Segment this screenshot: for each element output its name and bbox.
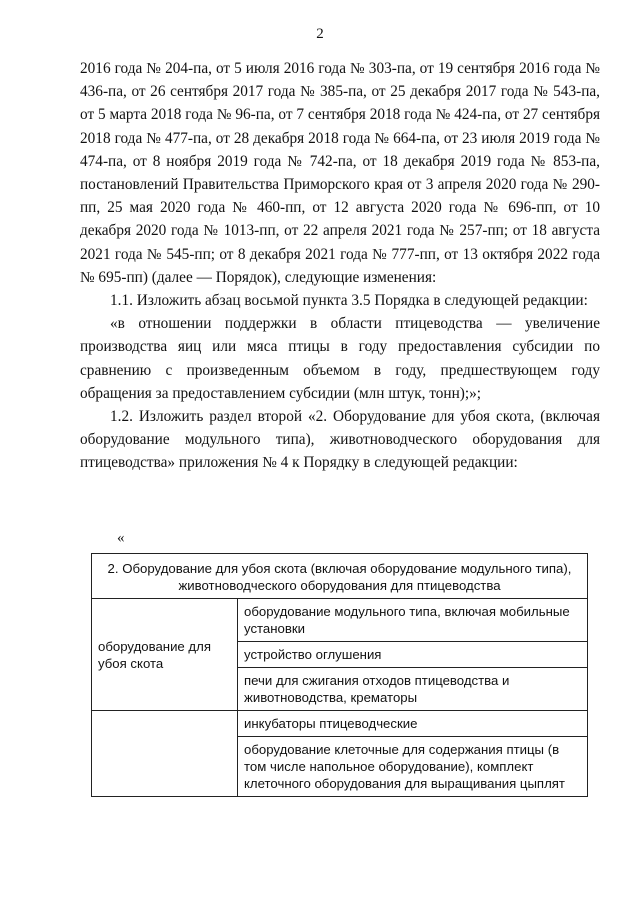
item-cell: оборудование модульного типа, включая мобильные установки (238, 599, 588, 642)
item-cell: устройство оглушения (238, 642, 588, 668)
quoted-amendment-paragraph: «в отношении поддержки в области птицеводства — увеличение производства яиц или мяса птицы в году предоставления субсидии по сравнению с произведенным объемом в году, предшествующем году обращения за предоставлением субсидии (млн штук, тонн);»; (80, 315, 600, 402)
item-1-1-paragraph: 1.1. Изложить абзац восьмой пункта 3.5 Порядка в следующей редакции: (110, 292, 588, 310)
document-body (80, 57, 600, 475)
table-row (92, 711, 588, 737)
item-cell: печи для сжигания отходов птицеводства и животноводства, крематоры (238, 668, 588, 711)
equipment-table (91, 553, 588, 797)
page-number: 2 (316, 26, 324, 42)
intro-paragraph: 2016 года № 204-па, от 5 июля 2016 года № 303-па, от 19 сентября 2016 года № 436-па, от 26 сентября 2017 года № 385-па, от 25 декабря 2017 года № 543-па, от 5 марта 2018 года № 96-па, от 7 сентября 2018 года № 424-па, от 27 сентября 2018 года № 477-па, от 28 декабря 2018 года № 664-па, от 23 июля 2019 года № 474-па, от 8 ноября 2019 года № 742-па, от 18 декабря 2019 года № 853-па, постановлений Правительства Приморского края от 3 апреля 2020 года № 290-пп, 25 мая 2020 года № 460-пп, от 12 августа 2020 года № 696-пп, от 10 декабря 2020 года № 1013-пп, от 22 апреля 2021 года № 257-пп; от 18 августа 2021 года № 545-пп; от 8 декабря 2021 года № 777-пп, от 13 октября 2022 года № 695-пп) (далее — Порядок), следующие изменения: (80, 60, 600, 286)
item-cell: инкубаторы птицеводческие (238, 711, 588, 737)
table-header-row (92, 554, 588, 599)
quote-open-mark: « (117, 530, 125, 546)
item-cell: оборудование клеточные для содержания птицы (в том числе напольное оборудование), комплект клеточного оборудования для выращивания цыплят (238, 737, 588, 797)
item-1-2-paragraph: 1.2. Изложить раздел второй «2. Оборудование для убоя скота, (включая оборудование модульного типа), животноводческого оборудования для птицеводства» приложения № 4 к Порядку в следующей редакции: (80, 408, 600, 472)
section-title-cell: 2. Оборудование для убоя скота (включая оборудование модульного типа), животноводческого оборудования для птицеводства (92, 554, 588, 599)
group-label-cell (92, 711, 238, 797)
group-label-cell: оборудование для убоя скота (92, 599, 238, 711)
table-row (92, 599, 588, 642)
